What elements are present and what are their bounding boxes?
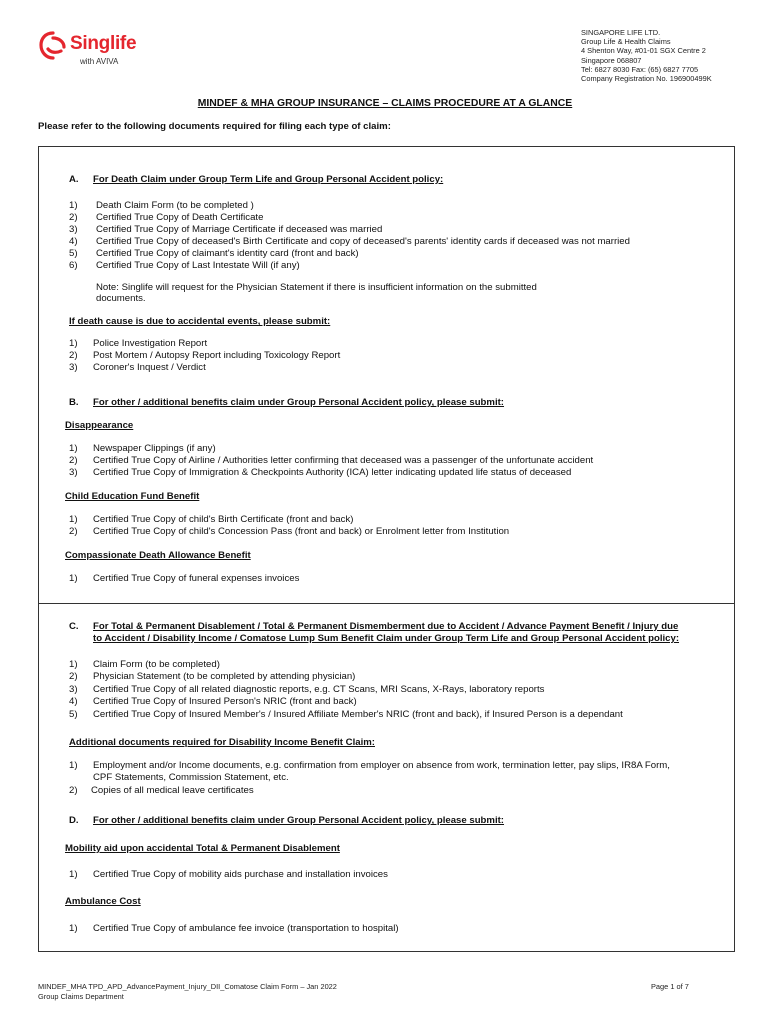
list-item-text: Certified True Copy of Insured Person's NRIC (front and back): [93, 696, 357, 707]
footer-left: [38, 982, 337, 1001]
list-item-text: Certified True Copy of child's Birth Certificate (front and back): [93, 514, 354, 525]
section-b-title: For other / additional benefits claim under Group Personal Accident policy, please submit:: [93, 397, 505, 408]
list-item-text: Certified True Copy of funeral expenses invoices: [93, 573, 300, 584]
section-d-letter: D.: [69, 815, 79, 826]
child-education-heading: Child Education Fund Benefit: [65, 491, 200, 502]
list-item-text: Certified True Copy of deceased's Birth Certificate and copy of deceased's parents' identity cards if deceased was not married: [96, 236, 630, 247]
disappearance-heading: Disappearance: [65, 420, 134, 431]
section-c-title-line2: to Accident / Disability Income / Comatose Lump Sum Benefit Claim under Group Term Life and Group Personal Accident policy:: [93, 633, 680, 644]
list-item: [69, 200, 78, 212]
item-number: 1): [69, 869, 78, 880]
footer-department: Group Claims Department: [38, 991, 124, 1001]
list-item-text: Certified True Copy of Insured Member's / Insured Affiliate Member's NRIC (front and back), if Insured Person is a dependant: [93, 709, 623, 720]
list-item-text: Copies of all medical leave certificates: [91, 785, 254, 796]
list-item-text: Certified True Copy of claimant's identity card (front and back): [96, 248, 359, 259]
page-number: Page 1 of 7: [651, 982, 689, 991]
company-line: Company Registration No. 196900499K: [581, 74, 712, 84]
section-c-letter: C.: [69, 621, 79, 632]
footer-form-name: MINDEF_MHA TPD_APD_AdvancePayment_Injury_DII_Comatose Claim Form – Jan 2022: [38, 982, 337, 991]
section-d-title: For other / additional benefits claim under Group Personal Accident policy, please submit:: [93, 815, 505, 826]
mobility-heading: Mobility aid upon accidental Total & Permanent Disablement: [65, 843, 340, 854]
company-line: Tel: 6827 8030 Fax: (65) 6827 7705: [581, 64, 699, 74]
company-line: SINGAPORE LIFE LTD.: [581, 28, 661, 37]
item-number: 2): [69, 526, 78, 537]
item-number: 1): [69, 338, 78, 349]
section-a-letter: A.: [69, 174, 79, 185]
item-number: 1): [69, 760, 78, 771]
section-a-title: For Death Claim under Group Term Life and Group Personal Accident policy:: [93, 174, 444, 185]
document-title: MINDEF & MHA GROUP INSURANCE – CLAIMS PROCEDURE AT A GLANCE: [197, 98, 573, 109]
item-number: 2): [69, 785, 78, 796]
list-item: [69, 248, 78, 260]
accidental-heading: If death cause is due to accidental events, please submit:: [69, 316, 331, 327]
list-item-text: Employment and/or Income documents, e.g. confirmation from employer on absence from work, termination letter, pay slips, IR8A Form,: [93, 760, 670, 771]
list-item-text: Certified True Copy of Airline / Authorities letter confirming that deceased was a passenger of the unfortunate accident: [93, 455, 594, 466]
list-item: [69, 260, 78, 272]
list-item-text: Physician Statement (to be completed by attending physician): [93, 671, 356, 682]
item-number: 2): [69, 455, 78, 466]
item-number: 3): [69, 362, 78, 373]
list-item-text: Post Mortem / Autopsy Report including Toxicology Report: [93, 350, 341, 361]
item-number: 5): [69, 709, 78, 720]
singlife-logo: [38, 30, 148, 70]
item-number: 6): [69, 260, 78, 271]
item-number: 3): [69, 224, 78, 235]
item-number: 2): [69, 350, 78, 361]
list-item-text-continued: CPF Statements, Commission Statement, etc.: [93, 772, 289, 783]
list-item-text: Certified True Copy of Last Intestate Will (if any): [96, 260, 300, 271]
item-number: 1): [69, 659, 78, 670]
list-item: [69, 212, 78, 224]
logo-subtitle: with AVIVA: [80, 57, 119, 66]
intro-text: Please refer to the following documents required for filing each type of claim:: [38, 121, 391, 132]
list-item-text: Coroner's Inquest / Verdict: [93, 362, 206, 373]
company-line: Group Life & Health Claims: [581, 37, 671, 47]
item-number: 1): [69, 200, 78, 211]
list-item-text: Certified True Copy of Death Certificate: [96, 212, 264, 223]
list-item-text: Certified True Copy of Marriage Certificate if deceased was married: [96, 224, 383, 235]
ambulance-heading: Ambulance Cost: [65, 896, 141, 907]
item-number: 5): [69, 248, 78, 259]
list-item: [69, 224, 78, 236]
note-text: Note: Singlife will request for the Physician Statement if there is insufficient information on the submitted: [96, 282, 537, 293]
list-item-text: Certified True Copy of all related diagnostic reports, e.g. CT Scans, MRI Scans, X-Rays, laboratory reports: [93, 684, 545, 695]
company-line: 4 Shenton Way, #01-01 SGX Centre 2: [581, 46, 706, 56]
logo-name: Singlife: [70, 33, 137, 54]
list-item-text: Death Claim Form (to be completed ): [96, 200, 254, 211]
company-address: [581, 28, 712, 83]
list-item-text: Claim Form (to be completed): [93, 659, 220, 670]
list-item-text: Police Investigation Report: [93, 338, 208, 349]
section-c-title-line1: For Total & Permanent Disablement / Total & Permanent Dismemberment due to Accident / Advance Payment Benefit / Injury due: [93, 621, 679, 632]
list-item: [69, 236, 78, 248]
list-item-text: Certified True Copy of child's Concession Pass (front and back) or Enrolment letter from Institution: [93, 526, 510, 537]
company-line: Singapore 068807: [581, 55, 642, 65]
list-item-text: Certified True Copy of Immigration & Checkpoints Authority (ICA) letter indicating updated life status of deceased: [93, 467, 572, 478]
compassionate-heading: Compassionate Death Allowance Benefit: [65, 550, 251, 561]
item-number: 2): [69, 671, 78, 682]
item-number: 3): [69, 684, 78, 695]
item-number: 1): [69, 514, 78, 525]
item-number: 2): [69, 212, 78, 223]
list-item-text: Newspaper Clippings (if any): [93, 443, 216, 454]
note-text: documents.: [96, 293, 146, 304]
section-divider: [38, 603, 735, 604]
item-number: 1): [69, 923, 78, 934]
singlife-mark-icon: [38, 30, 68, 62]
item-number: 4): [69, 236, 78, 247]
item-number: 4): [69, 696, 78, 707]
list-item-text: Certified True Copy of ambulance fee invoice (transportation to hospital): [93, 923, 399, 934]
list-item-text: Certified True Copy of mobility aids purchase and installation invoices: [93, 869, 388, 880]
item-number: 3): [69, 467, 78, 478]
section-b-letter: B.: [69, 397, 79, 408]
item-number: 1): [69, 443, 78, 454]
disability-heading: Additional documents required for Disability Income Benefit Claim:: [69, 737, 375, 748]
item-number: 1): [69, 573, 78, 584]
